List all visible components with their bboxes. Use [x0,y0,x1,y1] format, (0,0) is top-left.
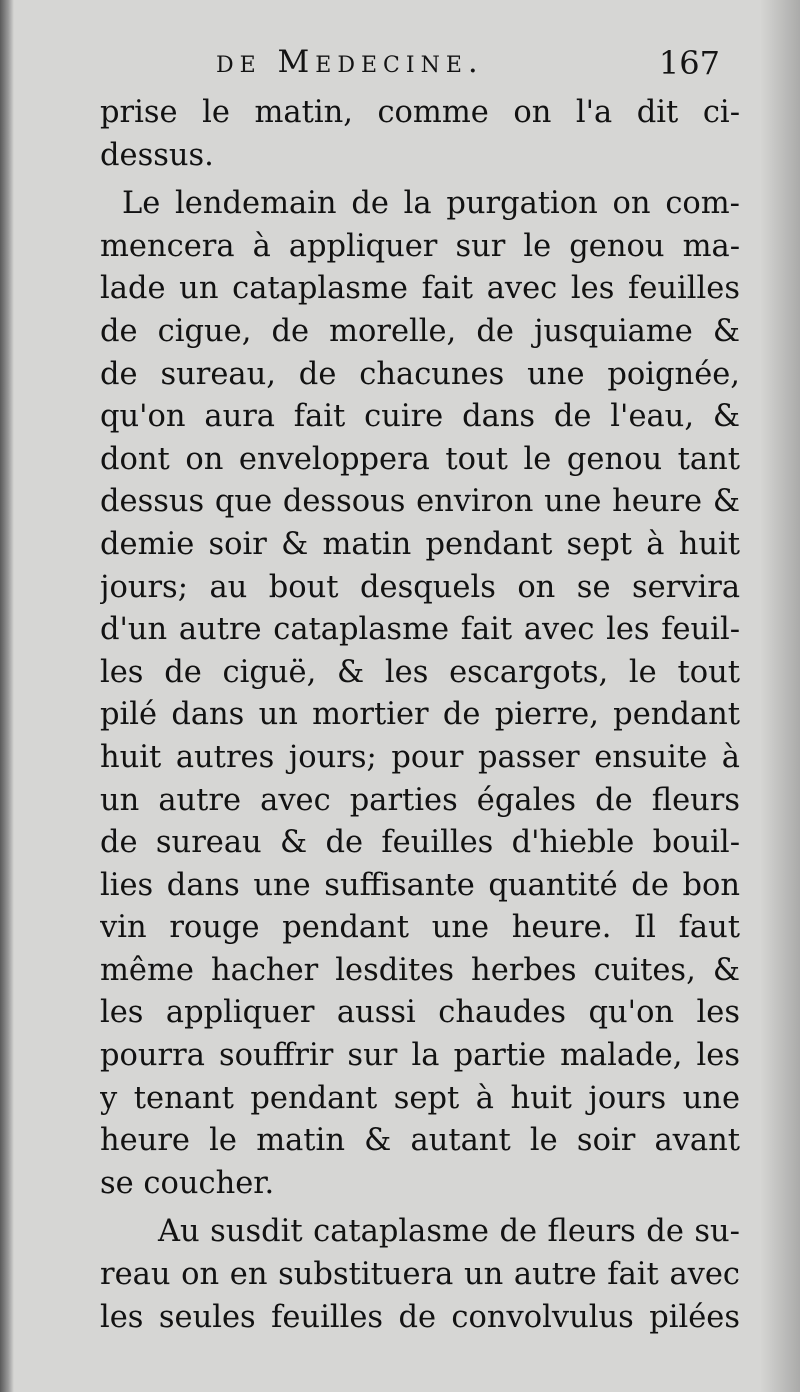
text-line: les seules feuilles de convolvulus pilées [100,1299,740,1335]
text-line: reau on en substituera un autre fait avec [100,1257,740,1293]
text-line: pilé dans un mortier de pierre, pendant [100,697,740,733]
text-line: Au susdit cataplasme de fleurs de su- [158,1214,740,1250]
text-line: de cigue, de morelle, de jusquiame & [100,313,740,349]
text-line: jours; au bout desquels on se servira [100,569,740,605]
text-line: pourra souffrir sur la partie malade, les [100,1038,740,1074]
text-line: lade un cataplasme fait avec les feuilles [100,271,740,307]
text-line: dessus. [100,137,214,173]
text-line: même hacher lesdites herbes cuites, & [100,952,740,988]
text-line: les appliquer aussi chaudes qu'on les [100,995,740,1031]
text-line: qu'on aura fait cuire dans de l'eau, & [100,399,740,435]
page-number: 167 [658,44,720,82]
text-line: dont on enveloppera tout le genou tant [100,441,740,477]
text-line: prise le matin, comme on l'a dit ci- [100,95,740,130]
text-line: lies dans une suffisante quantité de bon [100,867,740,903]
text-line: de sureau, de chacunes une poignée, [100,356,740,392]
text-line: de sureau & de feuilles d'hieble bouil- [100,825,740,861]
body-text [100,92,740,1339]
running-title: de Medecine. [216,44,484,80]
text-line: Le lendemain de la purgation on com- [122,186,740,222]
text-line: demie soir & matin pendant sept à huit [100,526,740,562]
text-line: se coucher. [100,1165,275,1201]
text-line: un autre avec parties égales de fleurs [100,782,740,818]
text-line: dessus que dessous environ une heure & [100,484,740,520]
text-line: d'un autre cataplasme fait avec les feuil- [100,612,740,648]
text-line: y tenant pendant sept à huit jours une [100,1080,740,1116]
text-line: mencera à appliquer sur le genou ma- [100,228,740,264]
text-line: vin rouge pendant une heure. Il faut [100,910,740,946]
text-line: huit autres jours; pour passer ensuite à [100,739,740,775]
text-line: heure le matin & autant le soir avant [100,1123,740,1159]
text-line: les de ciguë, & les escargots, le tout [100,654,740,690]
